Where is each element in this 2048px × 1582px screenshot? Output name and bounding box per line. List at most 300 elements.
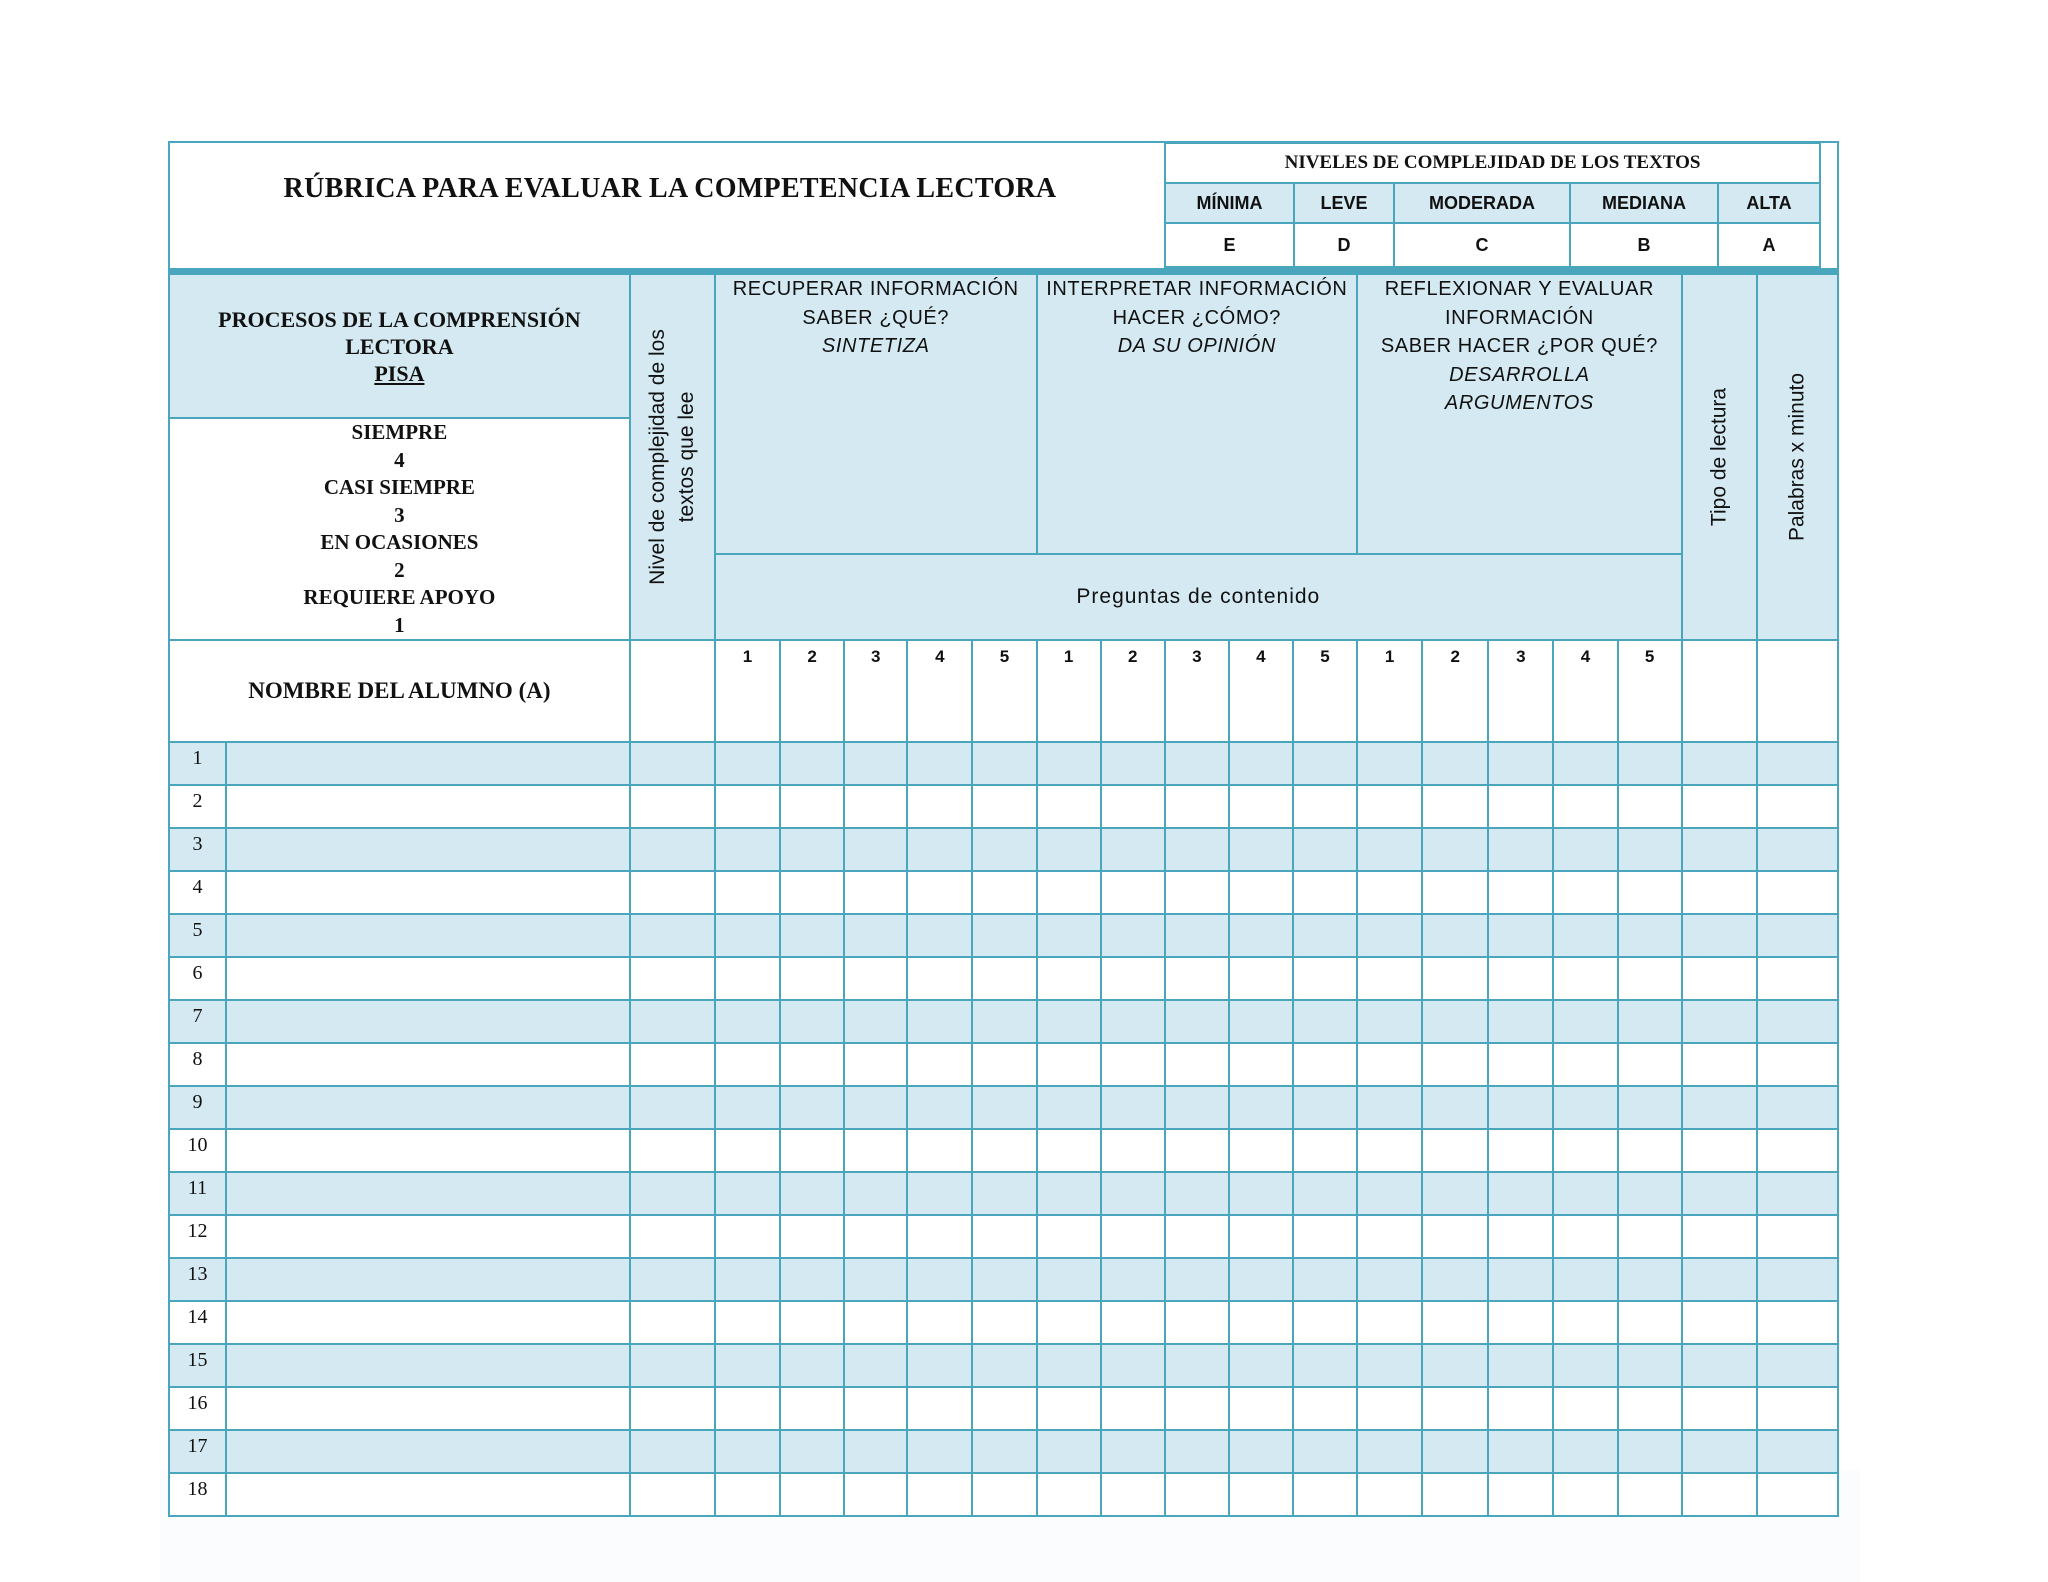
score-cell[interactable] [844, 785, 907, 828]
score-cell[interactable] [1293, 1430, 1357, 1473]
score-cell[interactable] [1165, 1473, 1229, 1516]
words-per-minute-cell[interactable] [1757, 1043, 1838, 1086]
score-cell[interactable] [1293, 1473, 1357, 1516]
score-cell[interactable] [1037, 1086, 1101, 1129]
score-cell[interactable] [1165, 871, 1229, 914]
score-cell[interactable] [1293, 1215, 1357, 1258]
score-cell[interactable] [1037, 1215, 1101, 1258]
score-cell[interactable] [972, 871, 1036, 914]
words-per-minute-cell[interactable] [1757, 1129, 1838, 1172]
score-cell[interactable] [780, 1387, 844, 1430]
score-cell[interactable] [715, 1344, 780, 1387]
score-cell[interactable] [1618, 1344, 1682, 1387]
score-cell[interactable] [907, 914, 972, 957]
student-name-cell[interactable] [226, 1258, 630, 1301]
student-name-cell[interactable] [226, 1344, 630, 1387]
score-cell[interactable] [1229, 1129, 1293, 1172]
words-per-minute-cell[interactable] [1757, 1344, 1838, 1387]
score-cell[interactable] [1422, 914, 1488, 957]
score-cell[interactable] [844, 914, 907, 957]
score-cell[interactable] [1618, 1215, 1682, 1258]
score-cell[interactable] [1488, 1430, 1553, 1473]
score-cell[interactable] [972, 1473, 1036, 1516]
score-cell[interactable] [1037, 828, 1101, 871]
score-cell[interactable] [1618, 871, 1682, 914]
score-cell[interactable] [844, 1301, 907, 1344]
score-cell[interactable] [1037, 1473, 1101, 1516]
score-cell[interactable] [1553, 1258, 1617, 1301]
score-cell[interactable] [1229, 957, 1293, 1000]
score-cell[interactable] [1101, 1301, 1165, 1344]
score-cell[interactable] [1101, 1043, 1165, 1086]
score-cell[interactable] [1357, 785, 1422, 828]
score-cell[interactable] [1165, 1301, 1229, 1344]
score-cell[interactable] [1229, 1387, 1293, 1430]
score-cell[interactable] [1488, 742, 1553, 785]
words-per-minute-cell[interactable] [1757, 1473, 1838, 1516]
score-cell[interactable] [1553, 1000, 1617, 1043]
reading-type-cell[interactable] [1682, 828, 1757, 871]
score-cell[interactable] [1553, 1172, 1617, 1215]
score-cell[interactable] [1422, 828, 1488, 871]
score-cell[interactable] [715, 1430, 780, 1473]
score-cell[interactable] [715, 828, 780, 871]
score-cell[interactable] [715, 1387, 780, 1430]
student-name-cell[interactable] [226, 1473, 630, 1516]
score-cell[interactable] [844, 1473, 907, 1516]
score-cell[interactable] [780, 828, 844, 871]
score-cell[interactable] [1229, 742, 1293, 785]
score-cell[interactable] [1293, 1000, 1357, 1043]
score-cell[interactable] [1037, 1301, 1101, 1344]
score-cell[interactable] [1101, 1344, 1165, 1387]
score-cell[interactable] [1357, 1430, 1422, 1473]
student-name-cell[interactable] [226, 742, 630, 785]
complexity-level-cell[interactable] [630, 1301, 715, 1344]
score-cell[interactable] [1618, 914, 1682, 957]
reading-type-cell[interactable] [1682, 1129, 1757, 1172]
reading-type-cell[interactable] [1682, 785, 1757, 828]
score-cell[interactable] [1422, 1258, 1488, 1301]
score-cell[interactable] [907, 1387, 972, 1430]
reading-type-cell[interactable] [1682, 1043, 1757, 1086]
score-cell[interactable] [907, 871, 972, 914]
complexity-level-cell[interactable] [630, 1387, 715, 1430]
score-cell[interactable] [1101, 742, 1165, 785]
student-name-cell[interactable] [226, 828, 630, 871]
score-cell[interactable] [715, 1000, 780, 1043]
score-cell[interactable] [1293, 1043, 1357, 1086]
score-cell[interactable] [1101, 1172, 1165, 1215]
score-cell[interactable] [1488, 1129, 1553, 1172]
score-cell[interactable] [1101, 871, 1165, 914]
score-cell[interactable] [1422, 1301, 1488, 1344]
score-cell[interactable] [907, 1430, 972, 1473]
score-cell[interactable] [1553, 1473, 1617, 1516]
complexity-level-cell[interactable] [630, 1215, 715, 1258]
score-cell[interactable] [844, 1129, 907, 1172]
score-cell[interactable] [1229, 828, 1293, 871]
score-cell[interactable] [1553, 1430, 1617, 1473]
words-per-minute-cell[interactable] [1757, 1387, 1838, 1430]
score-cell[interactable] [780, 1344, 844, 1387]
student-name-cell[interactable] [226, 1000, 630, 1043]
score-cell[interactable] [1293, 1086, 1357, 1129]
complexity-level-cell[interactable] [630, 871, 715, 914]
reading-type-cell[interactable] [1682, 1086, 1757, 1129]
score-cell[interactable] [1553, 742, 1617, 785]
score-cell[interactable] [972, 1430, 1036, 1473]
score-cell[interactable] [907, 1086, 972, 1129]
score-cell[interactable] [1229, 1000, 1293, 1043]
score-cell[interactable] [907, 1301, 972, 1344]
score-cell[interactable] [715, 785, 780, 828]
score-cell[interactable] [1618, 785, 1682, 828]
score-cell[interactable] [1293, 914, 1357, 957]
score-cell[interactable] [907, 1043, 972, 1086]
score-cell[interactable] [1553, 1387, 1617, 1430]
score-cell[interactable] [1037, 957, 1101, 1000]
score-cell[interactable] [907, 1344, 972, 1387]
student-name-cell[interactable] [226, 1129, 630, 1172]
score-cell[interactable] [1357, 1129, 1422, 1172]
score-cell[interactable] [1229, 1430, 1293, 1473]
complexity-level-cell[interactable] [630, 957, 715, 1000]
score-cell[interactable] [1293, 742, 1357, 785]
score-cell[interactable] [1357, 742, 1422, 785]
score-cell[interactable] [844, 1387, 907, 1430]
score-cell[interactable] [1618, 957, 1682, 1000]
score-cell[interactable] [844, 1000, 907, 1043]
score-cell[interactable] [1165, 1000, 1229, 1043]
score-cell[interactable] [1037, 914, 1101, 957]
score-cell[interactable] [1422, 871, 1488, 914]
score-cell[interactable] [1488, 828, 1553, 871]
score-cell[interactable] [1357, 828, 1422, 871]
score-cell[interactable] [715, 1043, 780, 1086]
score-cell[interactable] [1229, 1301, 1293, 1344]
score-cell[interactable] [907, 1000, 972, 1043]
score-cell[interactable] [1165, 957, 1229, 1000]
complexity-level-cell[interactable] [630, 1000, 715, 1043]
score-cell[interactable] [715, 1258, 780, 1301]
score-cell[interactable] [780, 785, 844, 828]
score-cell[interactable] [1488, 1086, 1553, 1129]
score-cell[interactable] [907, 742, 972, 785]
reading-type-cell[interactable] [1682, 1215, 1757, 1258]
score-cell[interactable] [1488, 1387, 1553, 1430]
score-cell[interactable] [1165, 785, 1229, 828]
score-cell[interactable] [1618, 1387, 1682, 1430]
score-cell[interactable] [844, 828, 907, 871]
score-cell[interactable] [1165, 828, 1229, 871]
score-cell[interactable] [1488, 1043, 1553, 1086]
score-cell[interactable] [1553, 1043, 1617, 1086]
score-cell[interactable] [1229, 871, 1293, 914]
score-cell[interactable] [1293, 1344, 1357, 1387]
score-cell[interactable] [1165, 1086, 1229, 1129]
score-cell[interactable] [907, 1215, 972, 1258]
score-cell[interactable] [972, 957, 1036, 1000]
score-cell[interactable] [1553, 1129, 1617, 1172]
score-cell[interactable] [1357, 957, 1422, 1000]
score-cell[interactable] [1422, 957, 1488, 1000]
score-cell[interactable] [907, 1473, 972, 1516]
score-cell[interactable] [1357, 1387, 1422, 1430]
complexity-level-cell[interactable] [630, 1172, 715, 1215]
score-cell[interactable] [1165, 1430, 1229, 1473]
score-cell[interactable] [907, 1172, 972, 1215]
score-cell[interactable] [1101, 828, 1165, 871]
score-cell[interactable] [780, 957, 844, 1000]
score-cell[interactable] [780, 1000, 844, 1043]
score-cell[interactable] [1101, 1086, 1165, 1129]
complexity-level-cell[interactable] [630, 914, 715, 957]
score-cell[interactable] [907, 1129, 972, 1172]
score-cell[interactable] [1422, 1000, 1488, 1043]
score-cell[interactable] [1293, 957, 1357, 1000]
student-name-cell[interactable] [226, 1172, 630, 1215]
student-name-cell[interactable] [226, 871, 630, 914]
score-cell[interactable] [1357, 914, 1422, 957]
score-cell[interactable] [1488, 957, 1553, 1000]
score-cell[interactable] [907, 828, 972, 871]
score-cell[interactable] [1165, 1258, 1229, 1301]
score-cell[interactable] [1037, 1344, 1101, 1387]
score-cell[interactable] [1488, 1301, 1553, 1344]
score-cell[interactable] [1488, 914, 1553, 957]
score-cell[interactable] [1488, 1000, 1553, 1043]
score-cell[interactable] [1618, 1430, 1682, 1473]
student-name-cell[interactable] [226, 957, 630, 1000]
score-cell[interactable] [1037, 742, 1101, 785]
complexity-level-cell[interactable] [630, 1344, 715, 1387]
score-cell[interactable] [1357, 871, 1422, 914]
score-cell[interactable] [972, 1387, 1036, 1430]
score-cell[interactable] [1618, 1000, 1682, 1043]
words-per-minute-cell[interactable] [1757, 742, 1838, 785]
score-cell[interactable] [1422, 1086, 1488, 1129]
score-cell[interactable] [1101, 1129, 1165, 1172]
score-cell[interactable] [1488, 1473, 1553, 1516]
words-per-minute-cell[interactable] [1757, 957, 1838, 1000]
score-cell[interactable] [1422, 1473, 1488, 1516]
score-cell[interactable] [1618, 1258, 1682, 1301]
score-cell[interactable] [1357, 1301, 1422, 1344]
score-cell[interactable] [972, 1000, 1036, 1043]
score-cell[interactable] [780, 1430, 844, 1473]
score-cell[interactable] [715, 1086, 780, 1129]
score-cell[interactable] [1553, 957, 1617, 1000]
score-cell[interactable] [780, 1172, 844, 1215]
score-cell[interactable] [1553, 914, 1617, 957]
score-cell[interactable] [1293, 1172, 1357, 1215]
reading-type-cell[interactable] [1682, 1258, 1757, 1301]
score-cell[interactable] [1165, 1129, 1229, 1172]
score-cell[interactable] [1553, 828, 1617, 871]
score-cell[interactable] [972, 1086, 1036, 1129]
score-cell[interactable] [1229, 1215, 1293, 1258]
score-cell[interactable] [844, 742, 907, 785]
score-cell[interactable] [1229, 785, 1293, 828]
student-name-cell[interactable] [226, 785, 630, 828]
score-cell[interactable] [844, 1043, 907, 1086]
score-cell[interactable] [1037, 1258, 1101, 1301]
score-cell[interactable] [972, 742, 1036, 785]
complexity-level-cell[interactable] [630, 1258, 715, 1301]
score-cell[interactable] [780, 1043, 844, 1086]
complexity-level-cell[interactable] [630, 1129, 715, 1172]
score-cell[interactable] [1422, 1430, 1488, 1473]
score-cell[interactable] [972, 1215, 1036, 1258]
score-cell[interactable] [844, 1172, 907, 1215]
score-cell[interactable] [1165, 1043, 1229, 1086]
score-cell[interactable] [715, 957, 780, 1000]
score-cell[interactable] [1293, 871, 1357, 914]
complexity-level-cell[interactable] [630, 828, 715, 871]
reading-type-cell[interactable] [1682, 1000, 1757, 1043]
score-cell[interactable] [1229, 1473, 1293, 1516]
score-cell[interactable] [1357, 1473, 1422, 1516]
score-cell[interactable] [1357, 1043, 1422, 1086]
complexity-level-cell[interactable] [630, 785, 715, 828]
score-cell[interactable] [1101, 1215, 1165, 1258]
score-cell[interactable] [1422, 1043, 1488, 1086]
score-cell[interactable] [972, 914, 1036, 957]
student-name-cell[interactable] [226, 1387, 630, 1430]
score-cell[interactable] [1101, 1000, 1165, 1043]
score-cell[interactable] [1229, 1258, 1293, 1301]
score-cell[interactable] [972, 1344, 1036, 1387]
score-cell[interactable] [1357, 1258, 1422, 1301]
score-cell[interactable] [780, 1301, 844, 1344]
score-cell[interactable] [1293, 1129, 1357, 1172]
score-cell[interactable] [1165, 1172, 1229, 1215]
score-cell[interactable] [972, 1129, 1036, 1172]
complexity-level-cell[interactable] [630, 1086, 715, 1129]
score-cell[interactable] [1293, 785, 1357, 828]
score-cell[interactable] [972, 1172, 1036, 1215]
score-cell[interactable] [1488, 1258, 1553, 1301]
score-cell[interactable] [715, 914, 780, 957]
reading-type-cell[interactable] [1682, 871, 1757, 914]
score-cell[interactable] [1618, 1473, 1682, 1516]
score-cell[interactable] [1165, 914, 1229, 957]
score-cell[interactable] [1422, 1129, 1488, 1172]
score-cell[interactable] [1101, 1258, 1165, 1301]
words-per-minute-cell[interactable] [1757, 1258, 1838, 1301]
score-cell[interactable] [1165, 1387, 1229, 1430]
score-cell[interactable] [844, 1344, 907, 1387]
student-name-cell[interactable] [226, 914, 630, 957]
complexity-level-cell[interactable] [630, 1043, 715, 1086]
words-per-minute-cell[interactable] [1757, 1301, 1838, 1344]
reading-type-cell[interactable] [1682, 1301, 1757, 1344]
score-cell[interactable] [1357, 1000, 1422, 1043]
score-cell[interactable] [715, 1215, 780, 1258]
score-cell[interactable] [1618, 1172, 1682, 1215]
score-cell[interactable] [715, 742, 780, 785]
score-cell[interactable] [1422, 742, 1488, 785]
score-cell[interactable] [1553, 1086, 1617, 1129]
score-cell[interactable] [1553, 1301, 1617, 1344]
score-cell[interactable] [972, 1258, 1036, 1301]
words-per-minute-cell[interactable] [1757, 1172, 1838, 1215]
score-cell[interactable] [1037, 1043, 1101, 1086]
words-per-minute-cell[interactable] [1757, 914, 1838, 957]
score-cell[interactable] [1293, 1387, 1357, 1430]
score-cell[interactable] [780, 1086, 844, 1129]
score-cell[interactable] [1488, 871, 1553, 914]
words-per-minute-cell[interactable] [1757, 1430, 1838, 1473]
score-cell[interactable] [1422, 1387, 1488, 1430]
score-cell[interactable] [1165, 742, 1229, 785]
words-per-minute-cell[interactable] [1757, 1086, 1838, 1129]
score-cell[interactable] [1488, 1215, 1553, 1258]
score-cell[interactable] [1229, 1043, 1293, 1086]
score-cell[interactable] [1165, 1215, 1229, 1258]
score-cell[interactable] [1553, 785, 1617, 828]
score-cell[interactable] [1037, 1000, 1101, 1043]
score-cell[interactable] [1165, 1344, 1229, 1387]
score-cell[interactable] [1422, 785, 1488, 828]
score-cell[interactable] [1037, 785, 1101, 828]
score-cell[interactable] [1229, 914, 1293, 957]
reading-type-cell[interactable] [1682, 1473, 1757, 1516]
words-per-minute-cell[interactable] [1757, 828, 1838, 871]
student-name-cell[interactable] [226, 1215, 630, 1258]
score-cell[interactable] [1037, 1387, 1101, 1430]
score-cell[interactable] [1229, 1172, 1293, 1215]
score-cell[interactable] [972, 828, 1036, 871]
score-cell[interactable] [1229, 1344, 1293, 1387]
score-cell[interactable] [1293, 828, 1357, 871]
complexity-level-cell[interactable] [630, 1473, 715, 1516]
score-cell[interactable] [844, 1258, 907, 1301]
score-cell[interactable] [715, 1301, 780, 1344]
score-cell[interactable] [1101, 914, 1165, 957]
score-cell[interactable] [844, 1215, 907, 1258]
score-cell[interactable] [1037, 1172, 1101, 1215]
reading-type-cell[interactable] [1682, 1344, 1757, 1387]
score-cell[interactable] [1422, 1344, 1488, 1387]
score-cell[interactable] [1357, 1172, 1422, 1215]
score-cell[interactable] [1101, 785, 1165, 828]
score-cell[interactable] [1101, 1387, 1165, 1430]
score-cell[interactable] [844, 871, 907, 914]
reading-type-cell[interactable] [1682, 1430, 1757, 1473]
score-cell[interactable] [1618, 828, 1682, 871]
score-cell[interactable] [1037, 871, 1101, 914]
words-per-minute-cell[interactable] [1757, 1000, 1838, 1043]
score-cell[interactable] [972, 1043, 1036, 1086]
student-name-cell[interactable] [226, 1430, 630, 1473]
score-cell[interactable] [907, 1258, 972, 1301]
score-cell[interactable] [715, 1473, 780, 1516]
score-cell[interactable] [715, 1172, 780, 1215]
score-cell[interactable] [907, 785, 972, 828]
score-cell[interactable] [1229, 1086, 1293, 1129]
score-cell[interactable] [972, 785, 1036, 828]
score-cell[interactable] [1037, 1129, 1101, 1172]
reading-type-cell[interactable] [1682, 1172, 1757, 1215]
score-cell[interactable] [1618, 742, 1682, 785]
score-cell[interactable] [780, 1258, 844, 1301]
score-cell[interactable] [1618, 1301, 1682, 1344]
words-per-minute-cell[interactable] [1757, 1215, 1838, 1258]
score-cell[interactable] [1618, 1129, 1682, 1172]
complexity-level-cell[interactable] [630, 1430, 715, 1473]
